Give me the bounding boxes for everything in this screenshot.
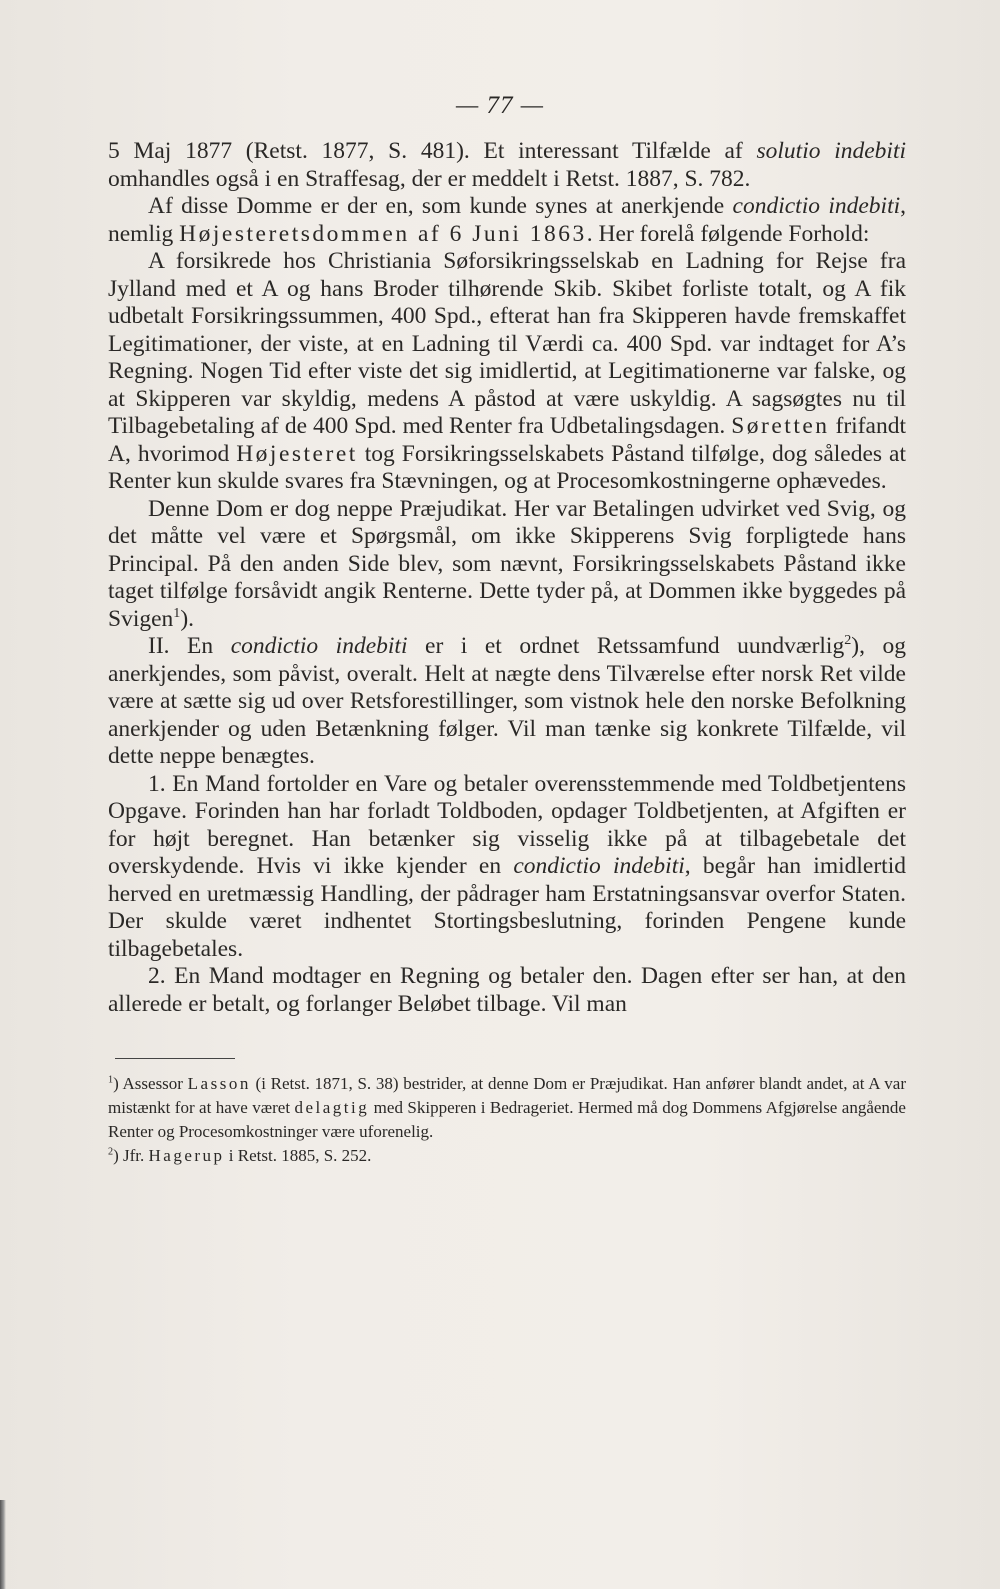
paragraph-7: 2. En Mand modtager en Regning og betaler den. Dagen efter ser han, at den allerede er betalt, og forlanger Beløbet tilbage. Vil man bbox=[108, 963, 906, 1017]
page-number: — 77 — bbox=[456, 92, 544, 119]
paragraph-6: 1. En Mand fortolder en Vare og betaler overensstemmende med Toldbetjentens Opgave. Forinden han har forladt Toldboden, opdager Toldbetjenten, at Afgiften er for højt beregnet. Han betænker sig visselig ikke på at tilbagebetale det overskydende. Hvis vi ikke kjender en condictio indebiti, begår han imidlertid herved en uretmæssig Handling, der pådrager ham Erstatningsansvar overfor Staten. Der skulde været indhentet Stortingsbeslutning, forinden Pengene kunde tilbagebetales. bbox=[108, 770, 906, 962]
footnote-1: $^1$) Assessor Lasson (i Retst. 1871, S. 38) bestrider, at denne Dom er Præjudikat. Han anfører blandt andet, at A var mistænkt for at have været delagtig med Skipperen i Bedrageriet. Hermed må dog Dommens Afgjørelse angående Renter og Procesomkostninger være uforenelig. bbox=[108, 1074, 906, 1141]
paragraph-4: Denne Dom er dog neppe Præjudikat. Her var Betalingen udvirket ved Svig, og det måtte vel være et Spørgsmål, om ikke Skipperens Svig forpligtede hans Principal. På den anden Side blev, som nævnt, Forsikringsselskabets Påstand ikke taget tilfølge forsåvidt angik Renterne. Dette tyder på, at Dommen ikke byggedes på Svigen$^1$). bbox=[108, 495, 906, 632]
footnotes bbox=[108, 1072, 906, 1168]
footnote-divider bbox=[115, 1058, 235, 1059]
paragraph-2: Af disse Domme er der en, som kunde synes at anerkjende condictio indebiti, nemlig Højesteretsdommen af 6 Juni 1863. Her forelå følgende Forhold: bbox=[108, 193, 906, 247]
paragraph-1: 5 Maj 1877 (Retst. 1877, S. 481). Et interessant Tilfælde af solutio indebiti omhandles også i en Straffesag, der er meddelt i Retst. 1887, S. 782. bbox=[108, 138, 906, 192]
page-edge-mark bbox=[0, 1500, 6, 1589]
paragraph-3: A forsikrede hos Christiania Søforsikringsselskab en Ladning for Rejse fra Jylland med et A og hans Broder tilhørende Skib. Skibet forliste totalt, og A fik udbetalt Forsikringssummen, 400 Spd., efterat han fra Skipperen havde fremskaffet Legitimationer, der viste, at en Ladning til Værdi ca. 400 Spd. var indtaget for A’s Regning. Nogen Tid efter viste det sig imidlertid, at Legitimationerne var falske, og at Skipperen var skyldig, medens A påstod at være uskyldig. A sagsøgtes nu til Tilbagebetaling af de 400 Spd. med Renter fra Udbetalingsdagen. Søretten frifandt A, hvorimod Højesteret tog Forsikringsselskabets Påstand tilfølge, dog således at Renter kun skulde svares fra Stævningen, og at Procesomkostningerne ophævedes. bbox=[108, 248, 906, 494]
footnote-2: $^2$) Jfr. Hagerup i Retst. 1885, S. 252. bbox=[108, 1146, 372, 1165]
body-text bbox=[108, 138, 906, 1018]
paragraph-5: II. En condictio indebiti er i et ordnet Retssamfund uundværlig$^2$), og anerkjendes, som påvist, overalt. Helt at nægte dens Tilværelse efter norsk Ret vilde være at sætte sig ud over Retsforestillinger, som vistnok hele den norske Befolkning anerkjender og uden Betænkning følger. Vil man tænke sig konkrete Tilfælde, vil dette neppe benægtes. bbox=[108, 632, 906, 769]
